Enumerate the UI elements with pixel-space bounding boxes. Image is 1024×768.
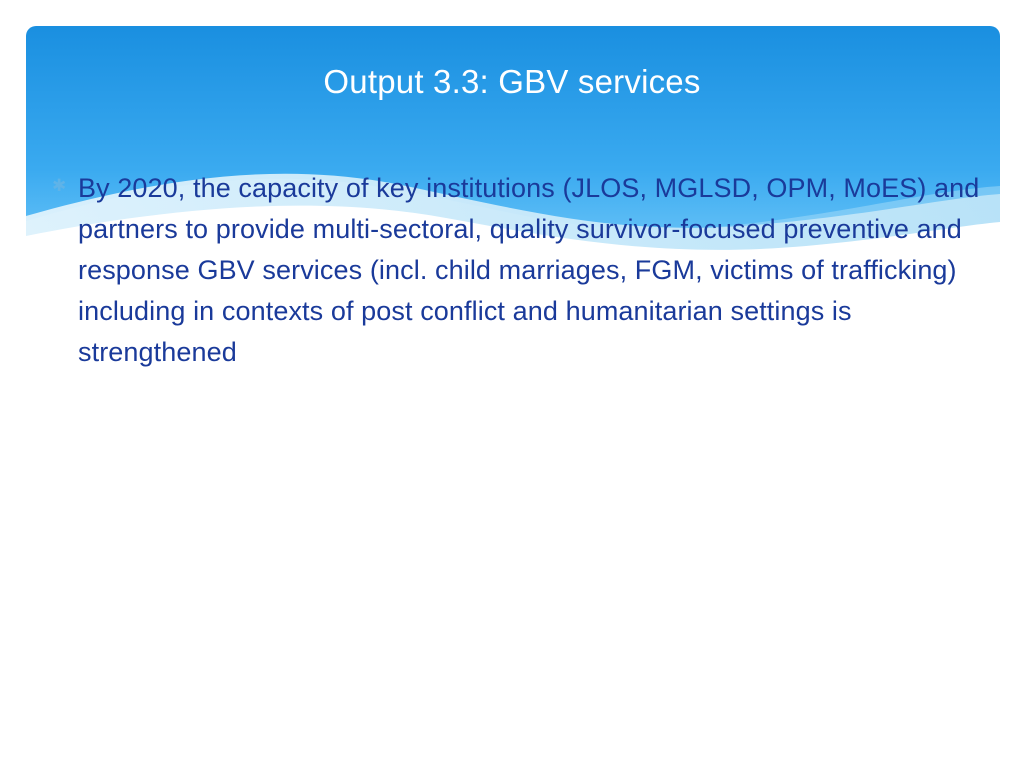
list-item xyxy=(46,168,986,373)
bullet-text: By 2020, the capacity of key institutions (JLOS, MGLSD, OPM, MoES) and partners to provide multi-sectoral, quality survivor-focused preventive and response GBV services (incl. child marriages, FGM, victims of trafficking) including in contexts of post conflict and humanitarian settings is strengthened xyxy=(78,173,980,367)
bullet-list xyxy=(46,168,986,373)
asterisk-bullet-icon: ✱ xyxy=(52,176,67,196)
slide-title: Output 3.3: GBV services xyxy=(323,63,701,100)
